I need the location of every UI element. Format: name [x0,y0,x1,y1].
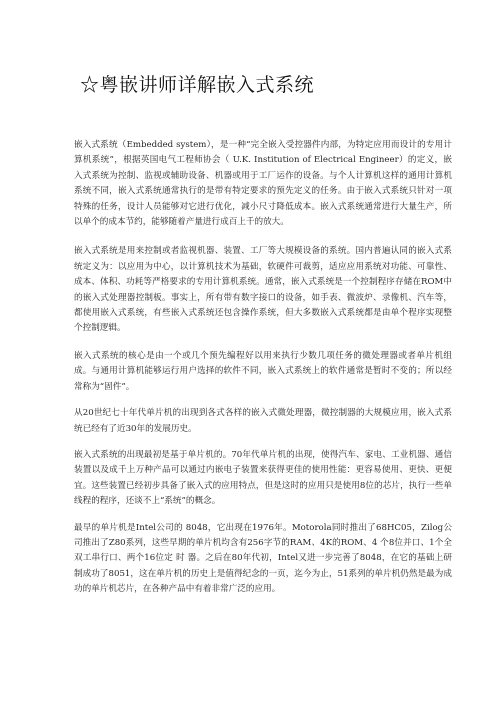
document-title: ☆粤嵌讲师详解嵌入式系统 [80,74,315,96]
paragraph-application: 嵌入式系统是用来控制或者监视机器、装置、工厂等大规模设备的系统。国内普遍认同的嵌入式系统定义为：以应用为中心，以计算机技术为基础，软硬件可裁剪，适应应用系统对功能、可靠性、成本、体积、功耗等严格要求的专用计算机系统。通常，嵌入式系统是一个控制程序存储在ROM中的嵌入式处理器控制板。事实上，所有带有数字接口的设备，如手表、微波炉、录像机、汽车等，都使用嵌入式系统，有些嵌入式系统还包含操作系统，但大多数嵌入式系统都是由单个程序实现整个控制逻辑。 [74,246,452,334]
paragraph-core: 嵌入式系统的核心是由一个或几个预先编程好以用来执行少数几项任务的微处理器或者单片机组成。与通用计算机能够运行用户选择的软件不同，嵌入式系统上的软件通常是暂时不变的；所以经常称为“固件”。 [74,350,452,392]
paragraph-definition: 嵌入式系统（Embedded system），是一种“完全嵌入受控器件内部，为特定应用而设计的专用计算机系统”，根据英国电气工程师协会（ U.K. Institution of Electrical Engineer）的定义，嵌入式系统为控制、监视或辅助设备、机器或用于工厂运作的设备。与个人计算机这样的通用计算机系统不同，嵌入式系统通常执行的是带有特定要求的预先定义的任务。由于嵌入式系统只针对一项特殊的任务，设计人员能够对它进行优化，减小尺寸降低成本。嵌入式系统通常进行大量生产，所以单个的成本节约，能够随着产量进行成百上千的放大。 [74,140,452,228]
paragraph-early-mcu: 最早的单片机是Intel公司的 8048，它出现在1976年。Motorola同时推出了68HC05，Zilog公司推出了Z80系列，这些早期的单片机均含有256字节的RAM、4K的ROM、4 个8位并口、1个全双工串行口、两个16位定 时 器。之后在80年代初，Intel又进一步完善了8048，在它的基础上研制成功了8051，这在单片机的历史上是值得纪念的一页，迄今为止，51系列的单片机仍然是最为成功的单片机芯片，在各种产品中有着非常广泛的应用。 [74,522,452,595]
paragraph-origin: 嵌入式系统的出现最初是基于单片机的。70年代单片机的出现，使得汽车、家电、工业机器、通信装置以及成千上万种产品可以通过内嵌电子装置来获得更佳的使用性能：更容易使用、更快、更便宜。这些装置已经初步具备了嵌入式的应用特点，但是这时的应用只是使用8位的芯片，执行一些单线程的程序，还谈不上“系统”的概念。 [74,449,452,507]
paragraph-history: 从20世纪七十年代单片机的出现到各式各样的嵌入式微处理器，微控制器的大规模应用，嵌入式系统已经有了近30年的发展历史。 [74,408,452,434]
